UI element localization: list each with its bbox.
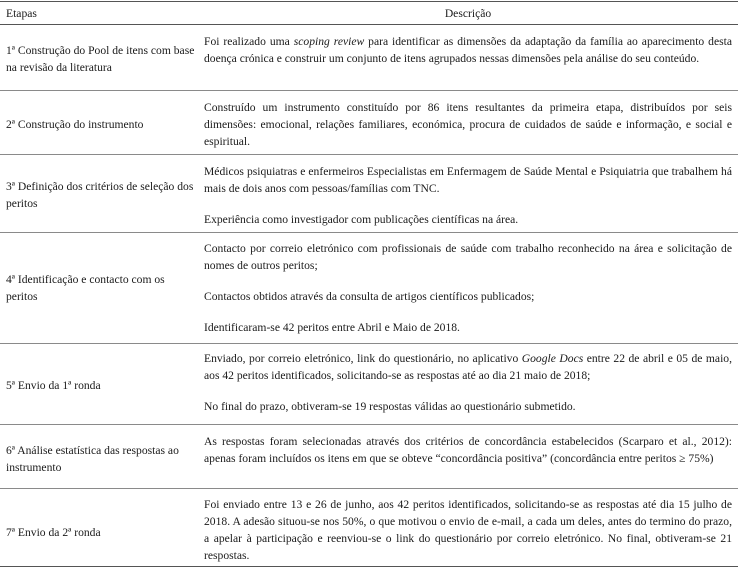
- row-2-paragraph-1: Construído um instrumento constituído por 86 itens resultantes da primeira etapa, distribuídos por seis dimensões: emocional, relações familiares, económica, procura de cuidados de saúde e informação, e social e espiritual.: [204, 101, 732, 148]
- row-1-paragraph-1: Foi realizado uma scoping review para identificar as dimensões da adaptação da família ao aparecimento desta doença crónica e construir um conjunto de itens agrupados nessas dimensões pela análise do seu conteúdo.: [204, 35, 732, 65]
- row-4-etapa: 4ª Identificação e contacto com os peritos: [6, 273, 165, 303]
- row-5-paragraph-2: No final do prazo, obtiveram-se 19 respostas válidas ao questionário submetido.: [204, 400, 576, 413]
- row-divider: [0, 488, 738, 489]
- row-3-paragraph-1: Médicos psiquiatras e enfermeiros Especialistas em Enfermagem de Saúde Mental e Psiquiatria que trabalhem há mais de dois anos com pessoas/famílias com TNC.: [204, 165, 732, 195]
- row-7-paragraph-1: Foi enviado entre 13 e 26 de junho, aos 42 peritos identificados, solicitando-se as respostas até dia 15 julho de 2018. A adesão situou-se nos 50%, o que motivou o envio de e-mail, a cada um deles, antes do termino do prazo, a apelar à participação e reenviou-se o link do questionário por correio eletrónico. No final, obtiveram-se 21 respostas.: [204, 498, 732, 562]
- row-4-descricao: [204, 240, 732, 336]
- header-descricao: Descrição: [444, 7, 492, 20]
- row-1-etapa: 1ª Construção do Pool de itens com base na revisão da literatura: [6, 44, 195, 74]
- row-2-etapa: 2ª Construção do instrumento: [6, 118, 144, 131]
- row-6-etapa: 6ª Análise estatística das respostas ao instrumento: [6, 444, 179, 474]
- table-top-border: [0, 1, 738, 2]
- row-1-descricao: [204, 33, 732, 67]
- row-5-descricao: [204, 350, 732, 415]
- row-3-descricao: [204, 163, 732, 228]
- row-divider: [0, 343, 738, 344]
- row-2-descricao: [204, 99, 732, 150]
- row-5-etapa: 5ª Envio da 1ª ronda: [6, 379, 101, 392]
- row-divider: [0, 232, 738, 233]
- row-divider: [0, 90, 738, 91]
- row-divider: [0, 424, 738, 425]
- row-5-paragraph-1: Enviado, por correio eletrónico, link do questionário, no aplicativo Google Docs entre 22 de abril e 05 de maio, aos 42 peritos identificados, solicitando-se as respostas até ao dia 21 maio de 2018;: [204, 352, 732, 382]
- row-3-paragraph-2: Experiência como investigador com publicações científicas na área.: [204, 213, 519, 226]
- row-6-paragraph-1: As respostas foram selecionadas através dos critérios de concordância estabelecidos (Scarparo et al., 2012): apenas foram incluídos os itens em que se obteve “concordância positiva” (concordância entre peritos ≥ 75%): [204, 435, 732, 465]
- row-4-paragraph-2: Contactos obtidos através da consulta de artigos científicos publicados;: [204, 290, 535, 303]
- header-etapas: Etapas: [6, 7, 37, 20]
- row-7-descricao: [204, 496, 732, 564]
- row-3-etapa: 3ª Definição dos critérios de seleção dos peritos: [6, 180, 194, 210]
- row-7-etapa: 7ª Envio da 2ª ronda: [6, 526, 101, 539]
- row-4-paragraph-1: Contacto por correio eletrónico com profissionais de saúde com trabalho reconhecido na área e solicitação de nomes de outros peritos;: [204, 242, 732, 272]
- header-divider: [0, 24, 738, 25]
- row-divider: [0, 154, 738, 155]
- table-bottom-border: [0, 566, 738, 567]
- row-4-paragraph-3: Identificaram-se 42 peritos entre Abril e Maio de 2018.: [204, 321, 460, 334]
- row-6-descricao: [204, 433, 732, 467]
